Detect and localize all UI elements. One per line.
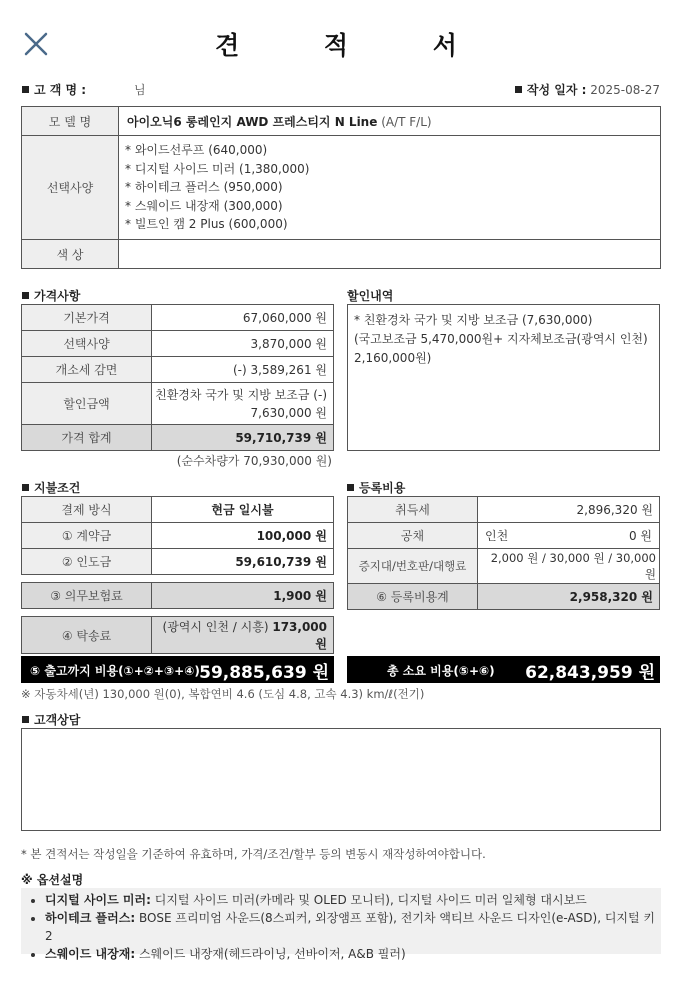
option-item: * 빌트인 캠 2 Plus (600,000) (125, 217, 288, 232)
discount-detail-line: 2,160,000원) (354, 351, 432, 365)
shipping-table (21, 616, 334, 654)
color-value (119, 240, 661, 269)
discount-label: 할인금액 (22, 383, 152, 425)
consult-box[interactable] (21, 728, 661, 831)
bond-value-cell (478, 523, 660, 549)
model-label: 모 델 명 (22, 107, 119, 136)
total-cost-label: 총 소요 비용(⑤+⑥) (387, 664, 495, 678)
base-price-label: 기본가격 (22, 305, 152, 331)
price-table (21, 304, 334, 451)
payment-method-value: 현금 일시불 (152, 497, 334, 523)
option-desc-box (21, 888, 661, 961)
model-name: 아이오닉6 롱레인지 AWD 프레스티지 N Line (127, 114, 378, 129)
customer-value: 님 (134, 83, 146, 97)
option-price-value: 3,870,000 원 (152, 331, 334, 357)
bond-label: 공채 (348, 523, 478, 549)
registration-heading: 등록비용 (347, 479, 405, 496)
tax-reduction-label: 개소세 감면 (22, 357, 152, 383)
option-item: * 와이드선루프 (640,000) (125, 143, 268, 158)
base-price-value: 67,060,000 원 (152, 305, 334, 331)
option-desc-item: • 스웨이드 내장재: 스웨이드 내장재(헤드라이닝, 선바이저, A&B 필러) (45, 945, 661, 963)
payment-heading: 지불조건 (22, 479, 80, 496)
bullet-square-icon (22, 86, 29, 93)
discount-detail-box (347, 304, 660, 451)
options-label: 선택사양 (22, 136, 119, 240)
discount-detail-heading: 할인내역 (347, 289, 394, 303)
date-value: 2025-08-27 (590, 83, 660, 97)
customer-row (22, 81, 146, 98)
discount-value: 친환경차 국가 및 지방 보조금 (-) 7,630,000 원 (152, 383, 334, 425)
registration-table (347, 496, 660, 610)
payment-method-label: 결제 방식 (22, 497, 152, 523)
release-cost-label: ⑤ 출고까지 비용(①+②+③+④) (30, 664, 200, 678)
net-price-note: (순수차량가 70,930,000 원) (176, 454, 332, 468)
shipping-value: 173,000 원 (272, 620, 327, 651)
insurance-table (21, 582, 334, 609)
shipping-value-cell (152, 617, 334, 654)
option-desc-item: • 디지털 사이드 미러: 디지털 사이드 미러(카메라 및 OLED 모니터), 디지털 사이드 미러 일체형 대시보드 (45, 891, 661, 909)
stamp-label: 증지대/번호판/대행료 (348, 549, 478, 584)
page-title: 견 적 서 (215, 31, 495, 60)
bullet-square-icon (515, 86, 522, 93)
consult-heading: 고객상담 (22, 711, 80, 728)
shipping-label: ④ 탁송료 (22, 617, 152, 654)
discount-detail-line: * 친환경차 국가 및 지방 보조금 (7,630,000) (354, 313, 593, 327)
release-cost-bar (21, 656, 334, 683)
option-item: * 디지털 사이드 미러 (1,380,000) (125, 161, 310, 176)
registration-total-label: ⑥ 등록비용계 (348, 584, 478, 610)
option-desc-heading: ※ 옵션설명 (21, 873, 84, 887)
bullet-square-icon (22, 292, 29, 299)
customer-label: 고 객 명 : (34, 83, 87, 97)
bond-region: 인천 (485, 529, 509, 543)
total-cost-bar (347, 656, 660, 683)
option-desc-item: • 하이테크 플러스: BOSE 프리미엄 사운드(8스피커, 외장앰프 포함), 전기차 액티브 사운드 디자인(e-ASD), 디지털 키 2 (45, 909, 661, 945)
bullet-square-icon (347, 484, 354, 491)
stamp-value: 2,000 원 / 30,000 원 / 30,000 원 (478, 549, 660, 584)
release-cost-value: 59,885,639 원 (199, 663, 329, 683)
acquisition-tax-label: 취득세 (348, 497, 478, 523)
insurance-label: ③ 의무보험료 (22, 583, 152, 609)
bond-value: 0 원 (628, 529, 652, 543)
bullet-square-icon (22, 716, 29, 723)
price-total-value: 59,710,739 원 (152, 425, 334, 451)
total-cost-value: 62,843,959 원 (525, 663, 655, 683)
delivery-label: ② 인도금 (22, 549, 152, 575)
validity-note: * 본 견적서는 작성일을 기준하여 유효하며, 가격/조건/할부 등의 변동시 재작성하여야합니다. (21, 847, 486, 861)
option-price-label: 선택사양 (22, 331, 152, 357)
registration-total-value: 2,958,320 원 (478, 584, 660, 610)
color-label: 색 상 (22, 240, 119, 269)
shipping-region: (광역시 인천 / 시흥) (162, 620, 269, 634)
deposit-value: 100,000 원 (152, 523, 334, 549)
date-label: 작성 일자 : (526, 83, 587, 97)
price-heading: 가격사항 (22, 287, 80, 304)
acquisition-tax-value: 2,896,320 원 (478, 497, 660, 523)
model-table (21, 106, 661, 269)
delivery-value: 59,610,739 원 (152, 549, 334, 575)
date-row (515, 81, 660, 98)
option-item: * 스웨이드 내장재 (300,000) (125, 198, 283, 213)
model-value (119, 107, 661, 136)
tax-note: ※ 자동차세(년) 130,000 원(0), 복합연비 4.6 (도심 4.8, 고속 4.3) km/ℓ(전기) (21, 687, 425, 701)
discount-detail-line: (국고보조금 5,470,000원+ 지자체보조금(광역시 인천) (354, 332, 648, 346)
model-spec: (A/T F/L) (381, 114, 432, 129)
payment-table (21, 496, 334, 575)
option-item: * 하이테크 플러스 (950,000) (125, 180, 283, 195)
bullet-square-icon (22, 484, 29, 491)
tax-reduction-value: (-) 3,589,261 원 (152, 357, 334, 383)
options-list (119, 136, 661, 240)
insurance-value: 1,900 원 (152, 583, 334, 609)
price-total-label: 가격 합계 (22, 425, 152, 451)
deposit-label: ① 계약금 (22, 523, 152, 549)
